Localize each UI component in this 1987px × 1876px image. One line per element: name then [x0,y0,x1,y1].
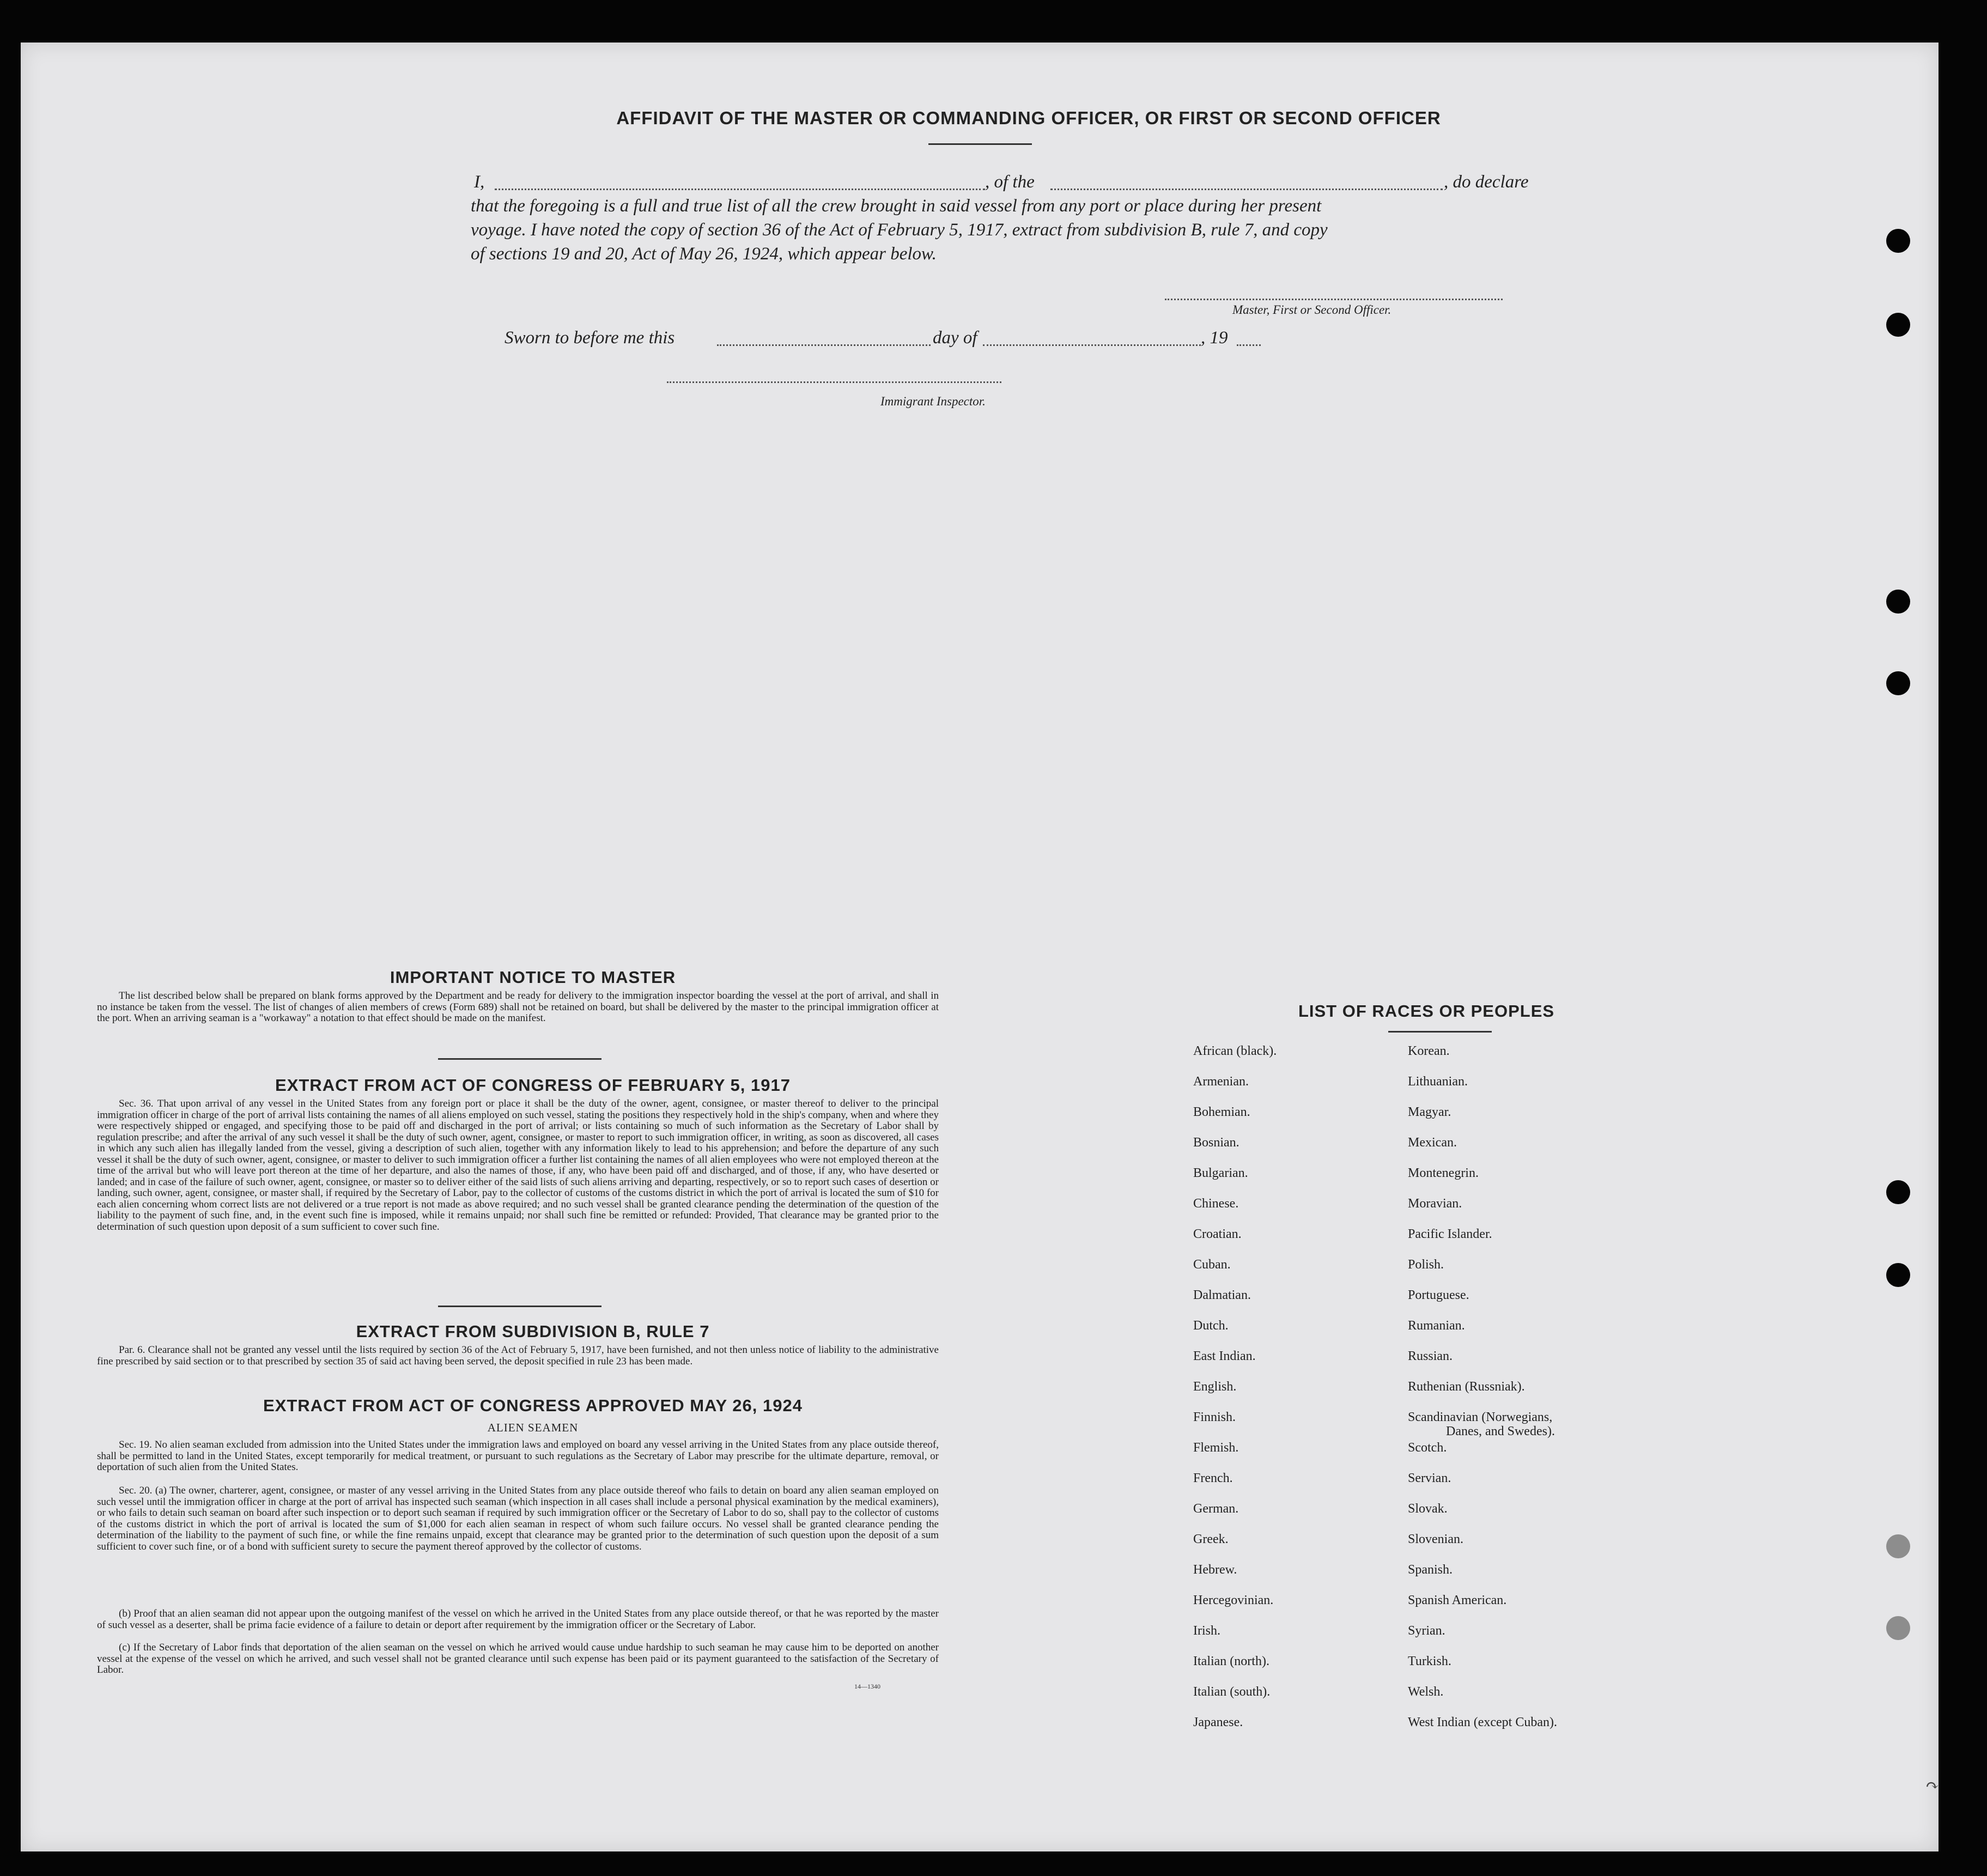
race-label: Bohemian. [1193,1105,1250,1119]
race-label: Montenegrin. [1408,1166,1479,1180]
punch-hole [1886,671,1910,695]
punch-hole [1886,313,1910,337]
title-divider [928,143,1032,145]
race-label: Chinese. [1193,1197,1239,1211]
race-item [1193,1319,1277,1349]
race-label: Scotch. [1408,1441,1447,1455]
race-label: Lithuanian. [1408,1074,1468,1089]
punch-hole [1886,1180,1910,1204]
section-divider [438,1058,601,1060]
race-label: Irish. [1193,1624,1220,1638]
races-divider [1388,1031,1492,1033]
affidavit-i-label: I, [474,172,485,192]
race-label: Greek. [1193,1532,1229,1546]
race-item [1193,1502,1277,1532]
race-label: Slovak. [1408,1502,1448,1516]
race-item [1193,1715,1277,1746]
races-column-1 [1193,1044,1277,1746]
race-item [1193,1258,1277,1288]
race-item [1408,1441,1557,1471]
inspector-signature-line[interactable] [667,381,1001,383]
race-label: Korean. [1408,1044,1450,1058]
affidavit-title: AFFIDAVIT OF THE MASTER OR COMMANDING OFFICER, OR FIRST OR SECOND OFFICER [616,108,1441,128]
race-label: Pacific Islander. [1408,1227,1492,1241]
race-item [1408,1258,1557,1288]
race-item [1193,1410,1277,1441]
races-title: LIST OF RACES OR PEOPLES [1298,1001,1555,1021]
race-item [1193,1685,1277,1715]
vessel-blank[interactable] [1050,189,1443,190]
section-divider [438,1306,601,1307]
race-label: East Indian. [1193,1349,1256,1363]
affidavit-do-declare: , do declare [1444,172,1529,192]
race-label: Scandinavian (Norwegians, [1408,1410,1553,1424]
race-item [1193,1166,1277,1197]
affidavit-line-2: that the foregoing is a full and true list of all the crew brought in said vessel from any port or place during her present [471,196,1322,216]
race-label: Russian. [1408,1349,1453,1363]
race-label: Bulgarian. [1193,1166,1248,1180]
race-label: Servian. [1408,1471,1451,1485]
race-item [1408,1685,1557,1715]
race-label: Bosnian. [1193,1136,1239,1150]
extract-1917-text: Sec. 36. That upon arrival of any vessel in the United States from any foreign port or place it shall be the duty of the owner, agent, consignee, or master thereof to deliver to the principal immigration officer in charge of the port of arrival lists containing the names of all aliens employed on such vessel, stating the positions they respectively hold in the ship's company, when and where they were respectively shipped or engaged, and specifying those to be paid off and discharged in the port of arrival; or lists containing so much of such information as the Secretary of Labor shall by regulation prescribe; and after the arrival of any such vessel it shall be the duty of such owner, agent, consignee, or master to report to such immigration officer, in writing, as soon as discovered, all cases in which any such alien has illegally landed from the vessel, giving a description of such alien, together with any information likely to lead to his apprehension; and before the departure of any such vessel it shall be the duty of such owner, agent, consignee, or master to deliver to such immigration officer a further list containing the names of all alien employees who were not employed thereon at the time of the arrival but who will leave port thereon at the time of her departure, and also the names of those, if any, who have been paid off and discharged, and of those, if any, who have deserted or landed; and in case of the failure of such owner, agent, consignee, or master so to deliver either of the said lists of such aliens arriving and departing, respectively, or so to report such cases of desertion or landing, such owner, agent, consignee, or master shall, if required by the Secretary of Labor, pay to the collector of customs of the customs district in which the port of arrival is located the sum of $10 for each alien concerning whom correct lists are not delivered or a true report is not made as above required; and no such vessel shall be granted clearance pending the determination of the question of the liability to the payment of such fine, and, in the event such fine is imposed, while it remains unpaid; nor shall such fine be remitted or refunded: Provided, That clearance may be granted prior to the determination of such question upon deposit of a sum sufficient to cover such fine. [97,1098,939,1233]
race-label: Hebrew. [1193,1563,1237,1577]
race-label: Moravian. [1408,1197,1462,1211]
punch-hole [1886,229,1910,253]
race-label: Croatian. [1193,1227,1242,1241]
notice-title: IMPORTANT NOTICE TO MASTER [390,968,676,987]
race-item [1193,1074,1277,1105]
race-label: Hercegovinian. [1193,1593,1274,1607]
race-item [1408,1136,1557,1166]
race-item [1408,1105,1557,1136]
race-item [1408,1502,1557,1532]
race-label: African (black). [1193,1044,1277,1058]
race-item [1193,1044,1277,1074]
name-blank[interactable] [495,189,985,190]
day-of-label: day of [933,328,977,348]
punch-hole [1886,1263,1910,1287]
race-item [1408,1593,1557,1624]
extract-1924-title: EXTRACT FROM ACT OF CONGRESS APPROVED MAY 26, 1924 [263,1396,803,1415]
extract-1917-title: EXTRACT FROM ACT OF CONGRESS OF FEBRUARY 5, 1917 [275,1076,791,1095]
year-prefix: , 19 [1201,328,1228,348]
race-item [1408,1715,1557,1746]
race-item [1408,1563,1557,1593]
race-item [1193,1380,1277,1410]
race-item [1408,1288,1557,1319]
race-item [1408,1166,1557,1197]
race-label: Armenian. [1193,1074,1249,1089]
race-label: Spanish. [1408,1563,1453,1577]
race-label: Japanese. [1193,1715,1243,1729]
race-label: Cuban. [1193,1258,1231,1272]
notice-text: The list described below shall be prepared on blank forms approved by the Department and be ready for delivery to the immigration inspector boarding the vessel at the port of arrival, and shall in no instance be taken from the vessel. The list of changes of alien members of crews (Form 689) shall not be retained on board, but shall be delivered by the master to the principal immigration officer at the port. When an arriving seaman is a "workaway" a notation to that effect should be made on the manifest. [97,990,939,1024]
race-label: Welsh. [1408,1685,1444,1699]
race-item [1408,1349,1557,1380]
race-item [1193,1197,1277,1227]
punch-hole [1886,1534,1910,1558]
inspector-label: Immigrant Inspector. [880,394,986,408]
extract-rule7-text: Par. 6. Clearance shall not be granted any vessel until the lists required by section 36 of the Act of February 5, 1917, have been furnished, and not then unless notice of liability to the administrative fine prescribed by said section or to that prescribed by section 35 of said act having been served, the deposit specified in rule 23 has been made. [97,1344,939,1367]
master-signature-label: Master, First or Second Officer. [1232,303,1391,317]
race-item [1193,1563,1277,1593]
race-label: Italian (north). [1193,1654,1269,1668]
alien-seamen-subtitle: ALIEN SEAMEN [487,1421,579,1434]
race-label: Mexican. [1408,1136,1457,1150]
races-column-2 [1408,1044,1557,1746]
race-item [1193,1593,1277,1624]
race-label: Flemish. [1193,1441,1239,1455]
race-item [1408,1197,1557,1227]
race-item [1193,1441,1277,1471]
sworn-day-blank[interactable] [717,344,931,346]
master-signature-line[interactable] [1165,299,1503,300]
race-item [1193,1532,1277,1563]
race-item [1408,1227,1557,1258]
race-item [1193,1105,1277,1136]
race-label: Spanish American. [1408,1593,1507,1607]
race-item [1193,1654,1277,1685]
race-label: French. [1193,1471,1233,1485]
margin-mark: ↷ [1925,1777,1940,1795]
race-item [1408,1624,1557,1654]
form-number: 14—1340 [854,1683,880,1690]
race-item [1408,1319,1557,1349]
race-label: English. [1193,1380,1237,1394]
affidavit-of-the: , of the [985,172,1035,192]
punch-hole [1886,1616,1910,1640]
extract-1924-sec20b: (b) Proof that an alien seaman did not appear upon the outgoing manifest of the vessel on which he arrived in the United States from any place outside thereof, or that he was reported by the master of such vessel as a deserter, shall be prima facie evidence of a failure to detain or deport after requirement by the immigration officer or the Secretary of Labor. [97,1608,939,1631]
race-item [1408,1471,1557,1502]
race-label: Magyar. [1408,1105,1451,1119]
race-item [1193,1471,1277,1502]
race-label: Rumanian. [1408,1319,1465,1333]
race-label: West Indian (except Cuban). [1408,1715,1557,1729]
extract-1924-sec20c: (c) If the Secretary of Labor finds that deportation of the alien seaman on the vessel on which he arrived would cause undue hardship to such seaman he may cause him to be deported on another vessel at the expense of the vessel on which he arrived, and such vessel shall not be granted clearance until such expense has been paid or its payment guaranteed to the satisfaction of the Secretary of Labor. [97,1642,939,1675]
race-item [1193,1227,1277,1258]
race-label-continuation: Danes, and Swedes). [1446,1424,1555,1438]
race-label: Syrian. [1408,1624,1445,1638]
race-item [1408,1074,1557,1105]
race-item [1193,1624,1277,1654]
race-item [1408,1654,1557,1685]
race-label: Dutch. [1193,1319,1229,1333]
form-page [21,43,1939,1851]
race-label: Polish. [1408,1258,1444,1272]
punch-hole [1886,590,1910,614]
extract-rule7-title: EXTRACT FROM SUBDIVISION B, RULE 7 [356,1322,710,1341]
race-item [1408,1532,1557,1563]
race-label: German. [1193,1502,1239,1516]
extract-1924-sec20a: Sec. 20. (a) The owner, charterer, agent, consignee, or master of any vessel arriving in the United States from any place outside thereof who fails to detain on board any alien seaman employed on such vessel until the immigration officer in charge at the port of arrival has inspected such seaman (which inspection in all cases shall include a personal physical examination by the medical examiners), or who fails to detain such seaman on board after such inspection or to deport such seaman if required by such immigration officer or the Secretary of Labor to do so, shall pay to the collector of customs of the customs district in which the port of arrival is located the sum of $1,000 for each alien seaman in respect of whom such failure occurs. No vessel shall be granted clearance pending the determination of the liability to the payment of such fine, or while the fine remains unpaid, except that clearance may be granted prior to the determination of such question upon the deposit of a sum sufficient to cover such fine, or of a bond with sufficient surety to secure the payment thereof approved by the collector of customs. [97,1485,939,1552]
race-label: Ruthenian (Russniak). [1408,1380,1525,1394]
race-label: Dalmatian. [1193,1288,1251,1302]
race-item [1193,1349,1277,1380]
sworn-label: Sworn to before me this [505,328,675,348]
year-blank[interactable] [1237,344,1261,346]
race-item [1408,1410,1557,1441]
extract-1924-sec19: Sec. 19. No alien seaman excluded from admission into the United States under the immigration laws and employed on board any vessel arriving in the United States from any place outside thereof, shall be permitted to land in the United States, except temporarily for medical treatment, or pursuant to such regulations as the Secretary of Labor may prescribe for the ultimate departure, removal, or deportation of such alien from the United States. [97,1439,939,1473]
race-item [1193,1136,1277,1166]
race-item [1193,1288,1277,1319]
race-label: Slovenian. [1408,1532,1463,1546]
race-item [1408,1044,1557,1074]
race-label: Italian (south). [1193,1685,1271,1699]
race-label: Turkish. [1408,1654,1451,1668]
race-label: Finnish. [1193,1410,1236,1424]
sworn-month-blank[interactable] [983,344,1201,346]
affidavit-line-3: voyage. I have noted the copy of section 36 of the Act of February 5, 1917, extract from subdivision B, rule 7, and copy [471,220,1328,240]
race-item [1408,1380,1557,1410]
affidavit-line-4: of sections 19 and 20, Act of May 26, 1924, which appear below. [471,244,937,264]
race-label: Portuguese. [1408,1288,1469,1302]
